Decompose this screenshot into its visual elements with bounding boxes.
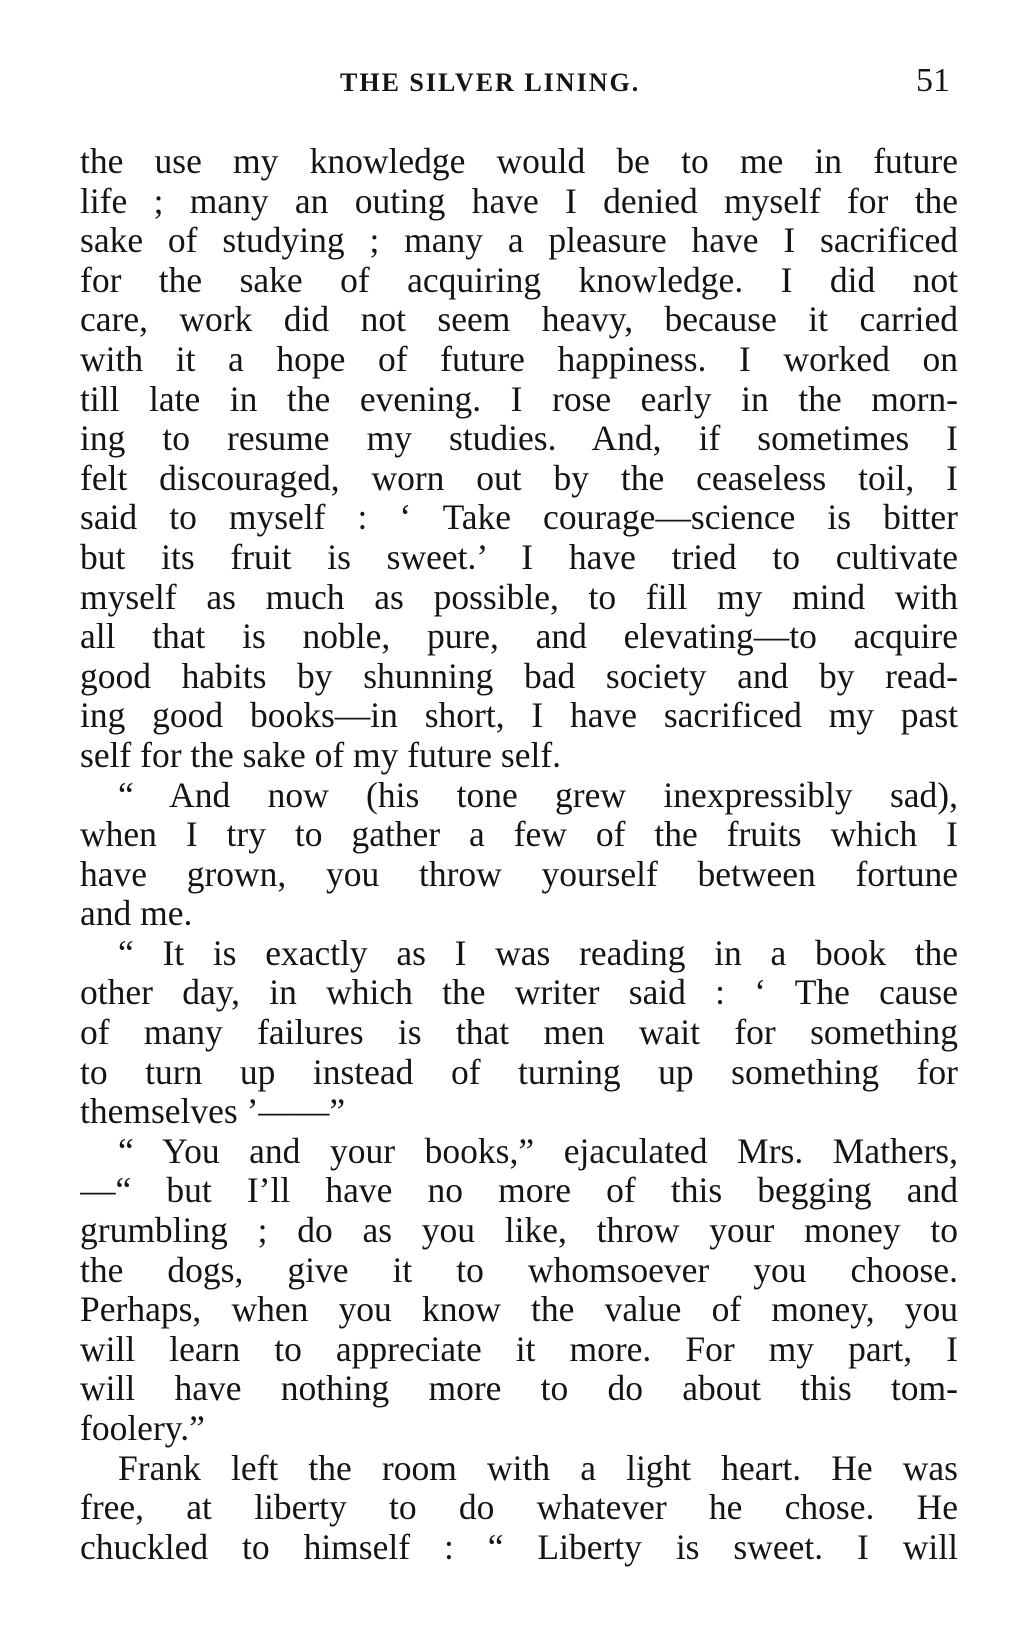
text-line: all that is noble, pure, and elevating—to acquire bbox=[80, 616, 958, 657]
text-line: ing good books—in short, I have sacrificed my past bbox=[80, 695, 958, 736]
text-line: and me. bbox=[80, 893, 193, 934]
text-line: “ You and your books,” ejaculated Mrs. Mathers, bbox=[118, 1130, 958, 1171]
text-line: Frank left the room with a light heart. He was bbox=[118, 1447, 958, 1488]
text-line: Perhaps, when you know the value of money, you bbox=[80, 1289, 958, 1330]
text-line: with it a hope of future happiness. I worked on bbox=[80, 338, 958, 379]
text-line: but its fruit is sweet.’ I have tried to cultivate bbox=[80, 536, 958, 577]
body-text bbox=[80, 142, 958, 1612]
text-line: free, at liberty to do whatever he chose. He bbox=[80, 1487, 958, 1528]
running-title: THE SILVER LINING. bbox=[340, 68, 641, 97]
text-line: grumbling ; do as you like, throw your money to bbox=[80, 1210, 958, 1251]
text-line: “ It is exactly as I was reading in a book the bbox=[118, 932, 958, 973]
text-line: sake of studying ; many a pleasure have I sacrificed bbox=[80, 220, 958, 261]
text-line: ing to resume my studies. And, if sometimes I bbox=[80, 418, 958, 459]
text-line: themselves ’——” bbox=[80, 1091, 346, 1132]
text-line: of many failures is that men wait for something bbox=[80, 1012, 958, 1053]
text-line: will learn to appreciate it more. For my part, I bbox=[80, 1328, 958, 1369]
text-line: said to myself : ‘ Take courage—science is bitter bbox=[80, 497, 958, 538]
text-line: good habits by shunning bad society and by read- bbox=[80, 655, 958, 696]
text-line: the use my knowledge would be to me in future bbox=[80, 142, 958, 181]
text-line: self for the sake of my future self. bbox=[80, 734, 562, 775]
page-number: 51 bbox=[916, 62, 950, 99]
text-line: the dogs, give it to whomsoever you choose. bbox=[80, 1249, 958, 1290]
text-line: for the sake of acquiring knowledge. I did not bbox=[80, 259, 958, 300]
text-line: till late in the evening. I rose early in the morn- bbox=[80, 378, 958, 419]
text-line: have grown, you throw yourself between fortune bbox=[80, 853, 958, 894]
text-line: “ And now (his tone grew inexpressibly sad), bbox=[118, 774, 958, 815]
text-line: care, work did not seem heavy, because it carried bbox=[80, 299, 958, 340]
text-line: —“ but I’ll have no more of this begging and bbox=[80, 1170, 958, 1211]
text-line: myself as much as possible, to fill my mind with bbox=[80, 576, 958, 617]
text-line: chuckled to himself : “ Liberty is sweet. I will bbox=[80, 1526, 958, 1567]
text-line: felt discouraged, worn out by the ceaseless toil, I bbox=[80, 457, 958, 498]
text-line: foolery.” bbox=[80, 1408, 205, 1448]
text-line: will have nothing more to do about this tom- bbox=[80, 1368, 958, 1409]
text-line: to turn up instead of turning up something for bbox=[80, 1051, 958, 1092]
running-header bbox=[80, 62, 960, 102]
text-line: when I try to gather a few of the fruits which I bbox=[80, 814, 958, 855]
text-line: life ; many an outing have I denied myself for the bbox=[80, 180, 958, 221]
text-line: other day, in which the writer said : ‘ The cause bbox=[80, 972, 958, 1013]
